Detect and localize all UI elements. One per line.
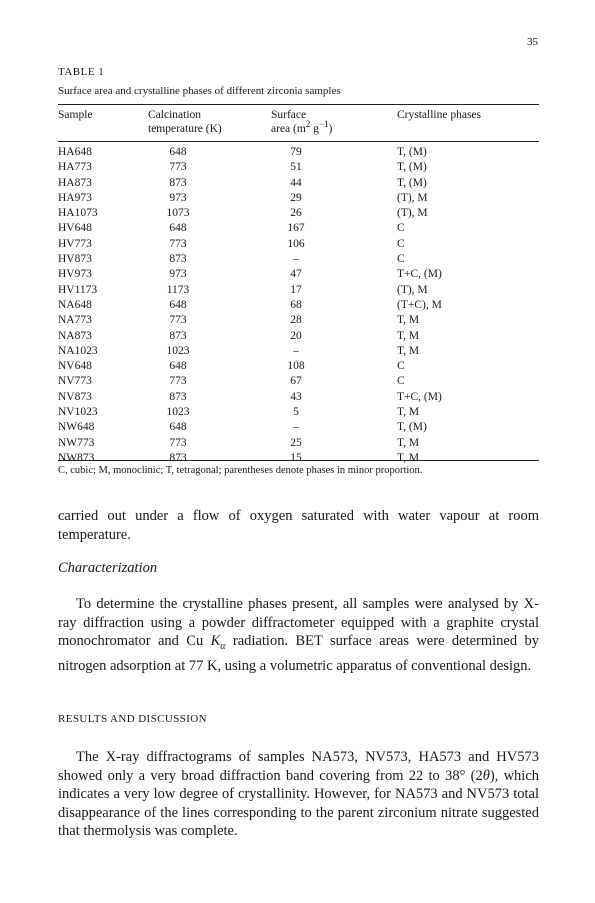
cell-surface-area: 17 [290,283,302,296]
cell-sample: NW773 [58,436,95,449]
table-label: TABLE 1 [58,66,105,78]
cell-sample: HA773 [58,161,92,174]
cell-temperature: 1073 [166,207,190,220]
cell-sample: NA648 [58,298,92,311]
table-footnote: C, cubic; M, monoclinic; T, tetragonal; parentheses denote phases in minor proportion. [58,465,423,476]
cell-temperature: 873 [169,176,187,189]
table-row [58,176,539,191]
cell-sample: NW873 [58,451,95,464]
cell-surface-area: 68 [290,298,302,311]
cell-sample: HA648 [58,146,92,158]
cell-temperature: 873 [169,451,187,464]
header-phases: Crystalline phases [397,109,481,121]
table-bottom-rule [58,460,539,461]
table-row [58,191,539,206]
cell-sample: HV1173 [58,283,98,296]
header-sample: Sample [58,109,93,121]
cell-surface-area: 167 [287,222,305,235]
cell-phases: (T), M [397,207,428,220]
table-row [58,374,539,389]
cell-phases: T, (M) [397,421,427,434]
cell-surface-area: 15 [290,451,302,464]
cell-phases: (T+C), M [397,298,442,311]
header-surface-line1: Surface [271,109,307,121]
cell-sample: HV773 [58,237,92,250]
cell-phases: T, (M) [397,146,427,158]
table-row [58,283,539,298]
cell-surface-area: 67 [290,375,302,388]
cell-phases: T+C, (M) [397,390,442,403]
cell-surface-area: 20 [290,329,302,342]
cell-sample: HA873 [58,176,92,189]
table-row [58,252,539,267]
table-row [58,359,539,374]
cell-surface-area: 47 [290,268,302,281]
cell-temperature: 648 [169,298,187,311]
section-heading-results: RESULTS AND DISCUSSION [58,713,207,725]
cell-sample: NV773 [58,375,92,388]
table-row [58,451,539,466]
cell-sample: HA1073 [58,207,98,220]
cell-phases: (T), M [397,283,428,296]
paragraph-continued: carried out under a flow of oxygen saturated with water vapour at room temperature. [58,508,539,543]
cell-surface-area: 106 [287,237,305,250]
cell-phases: (T), M [397,191,428,204]
table-row [58,405,539,420]
table-row [58,145,539,160]
table-row [58,329,539,344]
section-heading-characterization: Characterization [58,560,158,576]
cell-phases: T, M [397,406,420,419]
cell-phases: C [397,222,405,235]
header-calcination-line1: Calcination [148,109,202,121]
cell-surface-area: – [293,344,299,357]
cell-sample: HV873 [58,253,92,266]
cell-sample: HA973 [58,191,92,204]
cell-surface-area: 29 [290,191,302,204]
cell-surface-area: 25 [290,436,302,449]
cell-temperature: 873 [169,390,187,403]
table-row [58,206,539,221]
cell-sample: NA1023 [58,344,98,357]
cell-sample: NA773 [58,314,92,327]
table-row [58,420,539,435]
cell-temperature: 648 [169,222,187,235]
cell-temperature: 873 [169,253,187,266]
cell-surface-area: 26 [290,207,302,220]
cell-phases: T, M [397,451,420,464]
cell-temperature: 648 [169,360,187,373]
cell-temperature: 1023 [166,406,190,419]
cell-sample: HV973 [58,268,92,281]
paragraph-results: The X-ray diffractograms of samples NA573, NV573, HA573 and HV573 showed only a very broad diffraction band covering from 22 to 38° (2θ), which indicates a very low degree of crystallinity. However, for NA573 and NV573 total disappearance of the lines corresponding to the parent zirconium nitrate suggested that thermolysis was complete. [58,749,540,840]
cell-temperature: 648 [169,421,187,434]
table-row [58,160,539,175]
cell-temperature: 1023 [166,344,190,357]
cell-phases: T, M [397,436,420,449]
cell-temperature: 1173 [166,283,190,296]
cell-phases: C [397,253,405,266]
header-surface-line2: area ($m^2$ $g^{-1}$) [271,119,333,135]
cell-sample: NV1023 [58,406,98,419]
cell-phases: T, (M) [397,161,427,174]
table-row [58,298,539,313]
cell-sample: NA873 [58,329,92,342]
cell-surface-area: 79 [290,146,302,158]
cell-temperature: 773 [169,436,187,449]
cell-sample: HV648 [58,222,92,235]
table-caption: Surface area and crystalline phases of different zirconia samples [58,85,341,97]
cell-temperature: 773 [169,375,187,388]
cell-surface-area: – [293,253,299,266]
cell-surface-area: 44 [290,176,302,189]
cell-surface-area: 43 [290,390,302,403]
cell-surface-area: 108 [287,360,305,373]
table-row [58,237,539,252]
cell-phases: C [397,375,405,388]
cell-phases: T+C, (M) [397,268,442,281]
cell-surface-area: 5 [293,406,299,419]
cell-temperature: 773 [169,314,187,327]
table-header-rule [58,141,539,142]
cell-temperature: 873 [169,329,187,342]
table-body [58,145,539,466]
cell-phases: T, M [397,344,420,357]
cell-sample: NV648 [58,360,92,373]
cell-phases: C [397,360,405,373]
cell-phases: T, M [397,329,420,342]
cell-temperature: 973 [169,268,187,281]
cell-surface-area: 28 [290,314,302,327]
table-row [58,344,539,359]
page-number: 35 [527,36,538,48]
paragraph-characterization: To determine the crystalline phases present, all samples were analysed by X-ray diffraction using a powder diffractometer equipped with a graphite crystal monochromator and Cu $K_\alpha$ radiation. BET surface areas were determined by nitrogen adsorption at 77 K, using a volumetric apparatus of conventional design. [58,596,539,674]
cell-sample: NW648 [58,421,95,434]
header-calcination-line2: temperature (K) [148,123,222,135]
table-row [58,436,539,451]
cell-phases: T, M [397,314,420,327]
table-top-rule [58,104,539,105]
header-calcination [148,108,222,136]
cell-temperature: 973 [169,191,187,204]
cell-temperature: 773 [169,237,187,250]
cell-sample: NV873 [58,390,92,403]
table-row [58,267,539,282]
table-row [58,390,539,405]
cell-phases: C [397,237,405,250]
cell-temperature: 648 [169,146,187,158]
table-row [58,313,539,328]
table-row [58,221,539,236]
cell-phases: T, (M) [397,176,427,189]
cell-surface-area: 51 [290,161,302,174]
header-surface [271,108,332,136]
cell-temperature: 773 [169,161,187,174]
cell-surface-area: – [293,421,299,434]
